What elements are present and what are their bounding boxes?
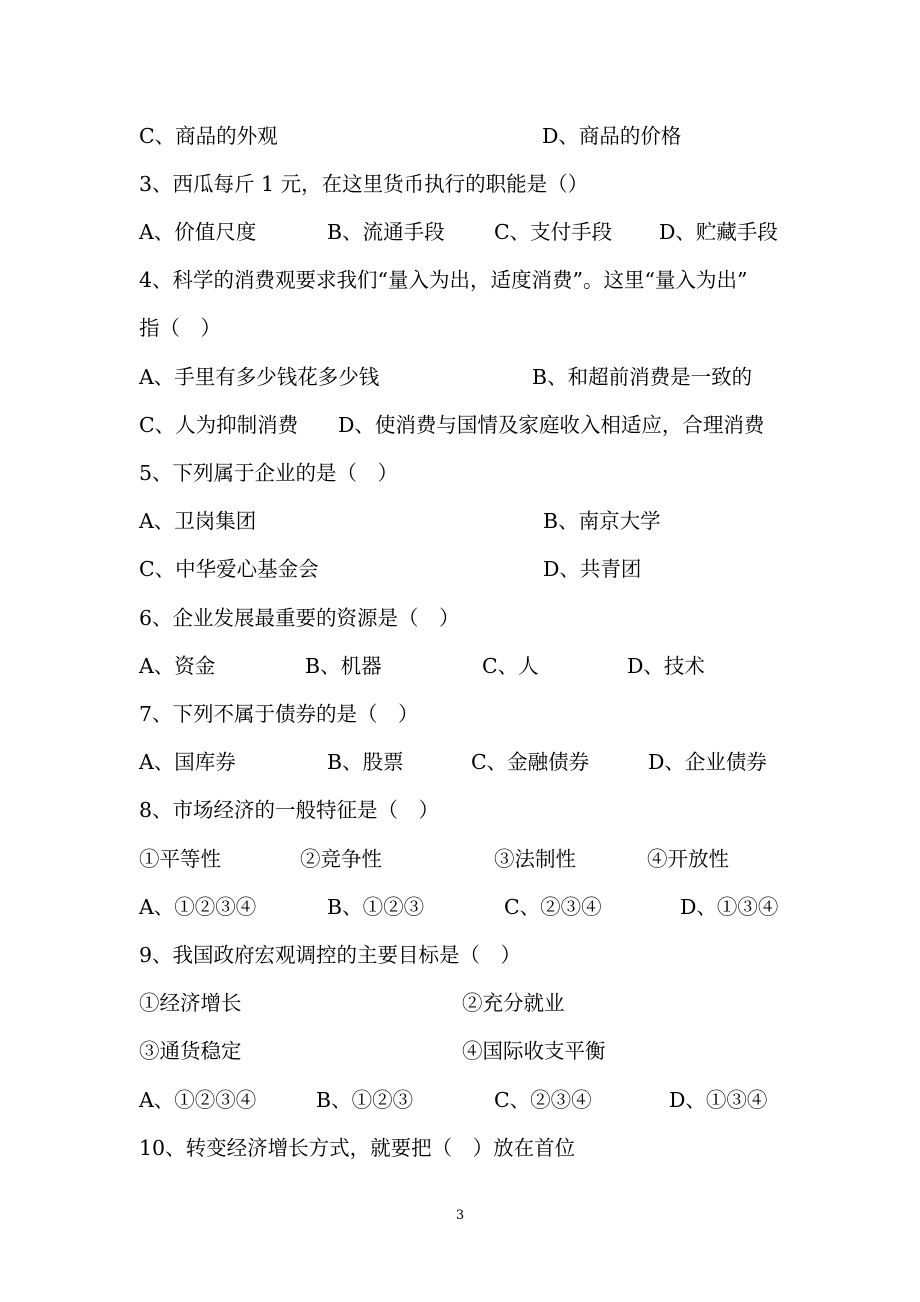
options-line [0, 362, 920, 392]
option-c: C、②③④ [494, 1088, 592, 1112]
statement-2: ②竞争性 [300, 847, 382, 871]
option-a: A、国库券 [139, 750, 236, 774]
statement-4: ④国际收支平衡 [462, 1039, 606, 1063]
options-line [0, 554, 920, 584]
statement-3: ③法制性 [494, 847, 576, 871]
option-d: D、使消费与国情及家庭收入相适应，合理消费 [338, 413, 765, 437]
option-a: A、价值尺度 [139, 220, 257, 244]
statement-1: ①经济增长 [139, 991, 242, 1015]
question-line [0, 1133, 920, 1163]
option-a: A、①②③④ [139, 1088, 257, 1112]
option-b: B、①②③ [316, 1088, 414, 1112]
question-line [0, 699, 920, 729]
question-line [0, 940, 920, 970]
options-line [0, 410, 920, 440]
option-d: D、技术 [627, 654, 705, 678]
option-c: C、金融债券 [471, 750, 590, 774]
option-b: B、和超前消费是一致的 [532, 365, 753, 389]
option-d: D、共青团 [543, 557, 642, 581]
option-c: C、人为抑制消费 [139, 413, 299, 437]
statement-3: ③通货稳定 [139, 1039, 242, 1063]
question-line [0, 458, 920, 488]
question-3: 3、西瓜每斤 1 元，在这里货币执行的职能是（） [139, 172, 589, 196]
statements-line [0, 844, 920, 874]
option-d: D、①③④ [669, 1088, 768, 1112]
option-b: B、流通手段 [327, 220, 445, 244]
option-b: B、南京大学 [543, 509, 661, 533]
question-7: 7、下列不属于债券的是（ ） [139, 702, 419, 726]
question-line [0, 265, 920, 295]
option-d: D、①③④ [680, 895, 779, 919]
options-line [0, 747, 920, 777]
question-line [0, 169, 920, 199]
question-4: 4、科学的消费观要求我们“量入为出，适度消费”。这里“量入为出” [139, 268, 748, 292]
question-5: 5、下列属于企业的是（ ） [139, 461, 399, 485]
options-line [0, 1085, 920, 1115]
option-d: D、商品的价格 [542, 124, 682, 148]
page-number: 3 [455, 1208, 465, 1223]
option-c: C、商品的外观 [139, 124, 278, 148]
options-line [0, 892, 920, 922]
option-c: C、中华爱心基金会 [139, 557, 319, 581]
text-line [0, 121, 920, 151]
question-4-continued: 指（ ） [139, 316, 221, 340]
question-10: 10、转变经济增长方式，就要把（ ）放在首位 [139, 1136, 576, 1160]
option-b: B、股票 [327, 750, 404, 774]
statement-2: ②充分就业 [462, 991, 565, 1015]
option-c: C、支付手段 [494, 220, 613, 244]
question-line-continued [0, 313, 920, 343]
option-c: C、②③④ [504, 895, 602, 919]
options-line [0, 651, 920, 681]
question-line [0, 603, 920, 633]
options-line [0, 506, 920, 536]
question-8: 8、市场经济的一般特征是（ ） [139, 798, 440, 822]
option-b: B、机器 [305, 654, 382, 678]
options-line [0, 217, 920, 247]
option-b: B、①②③ [327, 895, 425, 919]
statement-1: ①平等性 [139, 847, 221, 871]
option-d: D、企业债券 [648, 750, 767, 774]
option-a: A、卫岗集团 [139, 509, 257, 533]
option-a: A、手里有多少钱花多少钱 [139, 365, 380, 389]
option-c: C、人 [482, 654, 539, 678]
question-9: 9、我国政府宏观调控的主要目标是（ ） [139, 943, 522, 967]
statement-4: ④开放性 [647, 847, 729, 871]
statements-line [0, 1036, 920, 1066]
option-a: A、资金 [139, 654, 216, 678]
option-a: A、①②③④ [139, 895, 257, 919]
statements-line [0, 988, 920, 1018]
option-d: D、贮藏手段 [659, 220, 778, 244]
question-line [0, 795, 920, 825]
question-6: 6、企业发展最重要的资源是（ ） [139, 606, 460, 630]
